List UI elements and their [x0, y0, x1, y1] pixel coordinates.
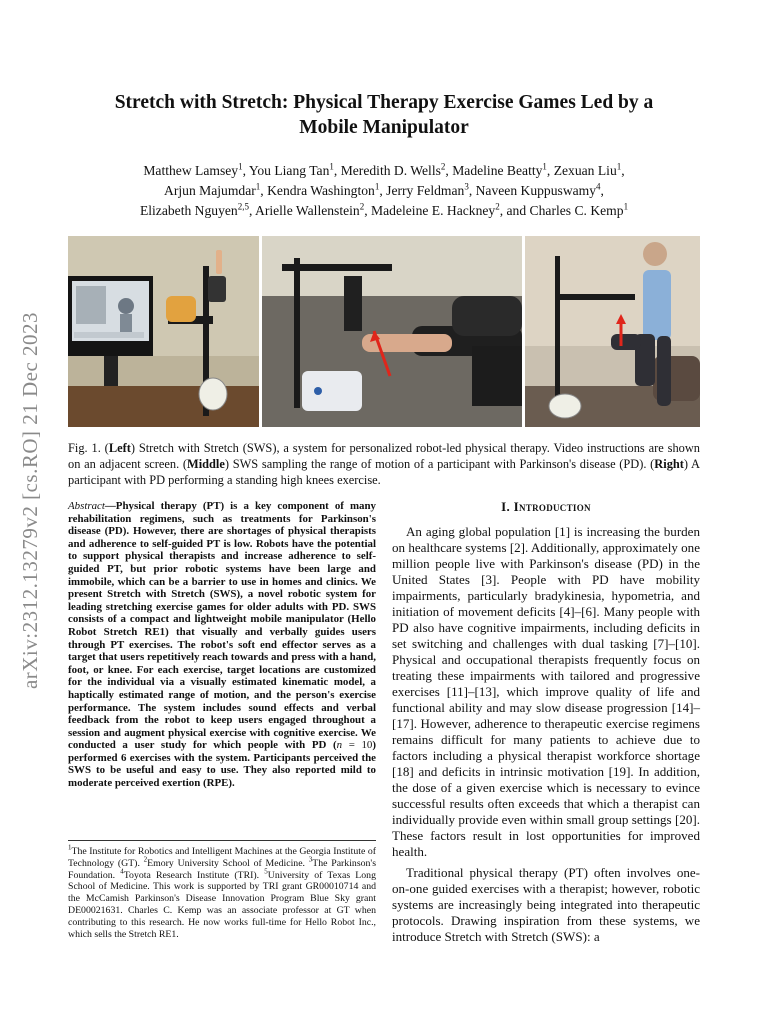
author: Madeleine E. Hackney$^2$, and — [371, 201, 530, 218]
left-column — [68, 500, 376, 790]
caption-left-label: Left — [108, 441, 131, 455]
author: Zexuan Liu$^1$, — [553, 161, 625, 178]
author: Matthew Lamsey$^1$, — [143, 161, 249, 178]
figure-1 — [68, 236, 700, 427]
author: You Liang Tan$^1$, — [248, 161, 341, 178]
caption-middle-label: Middle — [187, 457, 225, 471]
author: Madeline Beatty$^1$, — [452, 161, 554, 178]
intro-paragraph-2: Traditional physical therapy (PT) often involves one-on-one guided exercises with a therapist; however, robotic systems are increasingly being integrated into therapeutic protocols. Drawing inspiration from these systems, we introduce Stretch with Stretch (SWS): a — [392, 865, 700, 944]
figure-panel-right — [525, 236, 700, 427]
author: Jerry Feldman$^3$, — [386, 181, 476, 198]
section-heading-introduction: I. Introduction — [501, 499, 591, 514]
title-line-1: Stretch with Stretch: Physical Therapy Exercise Games Led by a — [114, 92, 654, 113]
arxiv-identifier — [4, 270, 58, 730]
figure-panel-left — [68, 236, 259, 427]
abstract: Abstract—Physical therapy (PT) is a key component of many rehabilitation regimens, such as treatments for Parkinson's disease (PD). However, there are shortages of physical therapists and adherence to self-guided PT is low. Robots have the potential to support physical therapists and increase adherence to self-guided PT, but prior robotic systems have been large and immobile, which can be a barrier to use in homes and clinics. We present Stretch with Stretch (SWS), a novel robotic system for leading stretching exercise games for older adults with PD. SWS consists of a compact and lightweight mobile manipulator (Hello Robot Stretch RE1) that visually and verbally guides users through PT exercises. The robot's soft end effector serves as a target that users repetitively reach towards and press with a hand, foot, or knee. For each exercise, target locations are customized for the individual via a visually estimated kinematic model, a haptically estimated range of motion, and the person's exercise performance. The system includes sound effects and verbal feedback from the robot to keep users engaged throughout a session and augment physical exercise with cognitive exercise. We conducted a user study for which people with PD (n = 10) performed 6 exercises with the system. Participants perceived the SWS to be useful and easy to use. They also reported mild to moderate perceived exertion (RPE). — [68, 500, 376, 790]
author: Kendra Washington$^1$, — [267, 181, 387, 198]
photo-range-of-motion — [262, 236, 522, 427]
photo-high-knees — [525, 236, 700, 427]
author: Arjun Majumdar$^1$, — [164, 181, 268, 198]
caption-right-label: Right — [654, 457, 684, 471]
abstract-label: Abstract — [68, 500, 105, 512]
photo-robot-with-monitor — [68, 236, 259, 427]
figure-caption: Fig. 1. (Left) Stretch with Stretch (SWS), a system for personalized robot-led physical therapy. Video instructions are shown on an adjacent screen. (Middle) SWS sampling the range of motion of a participant with Parkinson's disease (PD). (Right) A participant with PD performing a standing high knees exercise. — [68, 441, 700, 487]
title-line-2: Mobile Manipulator — [299, 117, 469, 138]
right-column — [392, 498, 700, 945]
author: Meredith D. Wells$^2$, — [340, 161, 453, 178]
author: Naveen Kuppuswamy$^4$, — [475, 181, 604, 198]
author: Charles C. Kemp$^1$ — [529, 201, 629, 218]
author-list — [68, 161, 700, 221]
author: Arielle Wallenstein$^2$, — [255, 201, 372, 218]
affiliation-footnote: $^1$The Institute for Robotics and Intelligent Machines at the Georgia Institute of Technology (GT). $^2$Emory University School of Medicine. $^3$The Parkinson's Foundation. $^4$Toyota Research Institute (TRI). $^5$University of Texas Long School of Medicine. This work is supported by TRI grant GR00010714 and the McCamish Parkinson's Disease Innovation Program Blue Sky grant DE00021631. Charles C. Kemp was an associate professor at GT when contributing to this research. He now works full-time for Hello Robot Inc., which sells the Stretch RE1. — [68, 840, 376, 940]
author: Elizabeth Nguyen$^{2,5}$, — [139, 201, 255, 218]
paper-title — [68, 90, 700, 140]
arxiv-id-text: arXiv:2312.13279v2 [cs.RO] 21 Dec 2023 — [18, 311, 43, 689]
figure-panel-middle — [262, 236, 522, 427]
intro-paragraph-1: An aging global population [1] is increasing the burden on healthcare systems [2]. Additionally, approximately one million people live with Parkinson's disease (PD) in the United States [3]. People with PD have mobility impairments, particularly bradykinesia, hypometria, and initiation of movement deficits [4]–[6]. Many people with PD also have cognitive impairments, including deficits in set switching and challenges with dual tasking [7]–[10]. Physical and occupational therapists frequently focus on treating these impairments with tailored and progressive exercises [11]–[13], which improve quality of life and functional ability and may slow disease progression [14]–[17]. However, adherence to therapeutic exercise regimens remains difficult for many patients to achieve due to factors including a physical therapist workforce shortage [18] and deficits in intrinsic motivation [19]. In addition, the dose of a given exercise which is necessary to evince successful results often exceeds that which a therapist can individually provide even within small group settings [20]. These factors result in lost opportunities for improved health. — [392, 524, 700, 859]
